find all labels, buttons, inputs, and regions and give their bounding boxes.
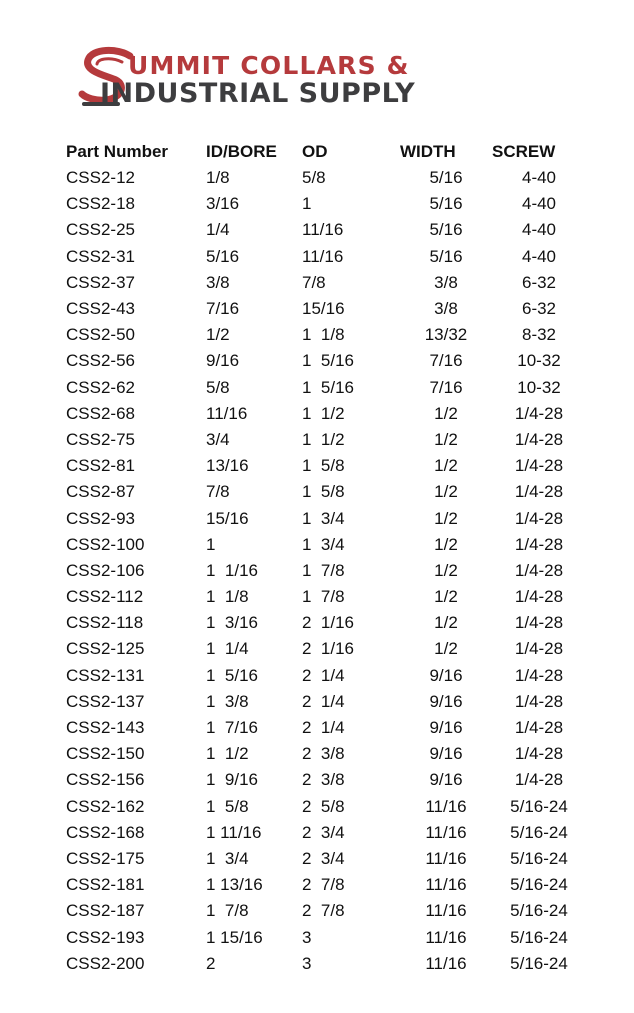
id-bore-cell: 1 3/8 — [206, 691, 249, 711]
part-number-cell: CSS2-150 — [66, 744, 145, 764]
width-cell: 7/16 — [429, 377, 463, 397]
table-row — [66, 375, 586, 401]
id-bore-cell: 1 1/16 — [206, 560, 258, 580]
parts-table — [66, 139, 586, 977]
screw-cell: 1/4-28 — [514, 665, 564, 685]
header-width: WIDTH — [400, 142, 456, 161]
screw-cell: 6-32 — [521, 272, 557, 292]
table-row — [66, 427, 586, 453]
screw-cell: 1/4-28 — [514, 456, 564, 476]
table-row — [66, 794, 586, 820]
part-number-cell: CSS2-75 — [66, 429, 135, 449]
table-row — [66, 584, 586, 610]
id-bore-cell: 1 3/4 — [206, 848, 249, 868]
part-number-cell: CSS2-162 — [66, 796, 145, 816]
width-cell: 9/16 — [429, 665, 463, 685]
width-cell: 11/16 — [425, 875, 467, 895]
width-cell: 9/16 — [429, 770, 463, 790]
part-number-cell: CSS2-56 — [66, 351, 135, 371]
table-row — [66, 558, 586, 584]
screw-cell: 4-40 — [521, 220, 557, 240]
screw-cell: 10-32 — [517, 377, 561, 397]
table-row — [66, 741, 586, 767]
id-bore-cell: 1 1/4 — [206, 639, 249, 659]
id-bore-cell: 1/8 — [206, 168, 230, 188]
od-cell: 11/16 — [302, 220, 344, 240]
id-bore-cell: 1/4 — [206, 220, 230, 240]
table-row — [66, 820, 586, 846]
id-bore-cell: 7/16 — [206, 299, 240, 319]
table-row — [66, 767, 586, 793]
part-number-cell: CSS2-200 — [66, 953, 145, 973]
table-row — [66, 217, 586, 243]
part-number-cell: CSS2-81 — [66, 456, 135, 476]
part-number-cell: CSS2-62 — [66, 377, 135, 397]
part-number-cell: CSS2-31 — [66, 246, 135, 266]
table-row — [66, 322, 586, 348]
part-number-cell: CSS2-137 — [66, 691, 145, 711]
width-cell: 3/8 — [434, 272, 458, 292]
od-cell: 1 — [302, 194, 312, 214]
od-cell: 2 1/4 — [302, 665, 345, 685]
width-cell: 5/16 — [429, 220, 463, 240]
id-bore-cell: 1 15/16 — [206, 927, 263, 947]
part-number-cell: CSS2-12 — [66, 168, 135, 188]
od-cell: 7/8 — [302, 272, 326, 292]
screw-cell: 1/4-28 — [514, 429, 564, 449]
part-number-cell: CSS2-37 — [66, 272, 135, 292]
table-row — [66, 610, 586, 636]
screw-cell: 5/16-24 — [510, 953, 568, 973]
part-number-cell: CSS2-106 — [66, 560, 145, 580]
width-cell: 11/16 — [425, 796, 467, 816]
width-cell: 5/16 — [429, 168, 463, 188]
company-logo — [78, 46, 568, 116]
id-bore-cell: 11/16 — [206, 403, 248, 423]
id-bore-cell: 1 1/8 — [206, 587, 249, 607]
header-od: OD — [302, 142, 328, 161]
part-number-cell: CSS2-18 — [66, 194, 135, 214]
screw-cell: 5/16-24 — [510, 796, 568, 816]
id-bore-cell: 1 11/16 — [206, 822, 262, 842]
id-bore-cell: 1 7/8 — [206, 901, 249, 921]
id-bore-cell: 2 — [206, 953, 216, 973]
screw-cell: 1/4-28 — [514, 587, 564, 607]
table-row — [66, 453, 586, 479]
table-row — [66, 191, 586, 217]
part-number-cell: CSS2-112 — [66, 587, 144, 607]
header-id-bore: ID/BORE — [206, 142, 277, 161]
id-bore-cell: 5/8 — [206, 377, 230, 397]
table-row — [66, 532, 586, 558]
screw-cell: 10-32 — [517, 351, 561, 371]
width-cell: 1/2 — [434, 403, 458, 423]
width-cell: 5/16 — [429, 194, 463, 214]
screw-cell: 1/4-28 — [514, 639, 564, 659]
logo-text-line2: INDUSTRIAL SUPPLY — [100, 78, 416, 109]
id-bore-cell: 1/2 — [206, 325, 230, 345]
table-row — [66, 296, 586, 322]
id-bore-cell: 1 5/16 — [206, 665, 258, 685]
od-cell: 1 7/8 — [302, 587, 345, 607]
part-number-cell: CSS2-25 — [66, 220, 135, 240]
screw-cell: 4-40 — [521, 246, 557, 266]
screw-cell: 1/4-28 — [514, 691, 564, 711]
part-number-cell: CSS2-125 — [66, 639, 145, 659]
screw-cell: 1/4-28 — [514, 508, 564, 528]
id-bore-cell: 9/16 — [206, 351, 240, 371]
width-cell: 9/16 — [429, 691, 463, 711]
table-row — [66, 715, 586, 741]
width-cell: 1/2 — [434, 482, 458, 502]
width-cell: 13/32 — [424, 325, 468, 345]
width-cell: 5/16 — [429, 246, 463, 266]
part-number-cell: CSS2-143 — [66, 718, 145, 738]
width-cell: 11/16 — [425, 848, 467, 868]
od-cell: 2 7/8 — [302, 875, 345, 895]
od-cell: 1 1/2 — [302, 403, 345, 423]
table-row — [66, 898, 586, 924]
id-bore-cell: 1 1/2 — [206, 744, 249, 764]
table-row — [66, 401, 586, 427]
screw-cell: 6-32 — [521, 299, 557, 319]
id-bore-cell: 3/8 — [206, 272, 230, 292]
id-bore-cell: 1 13/16 — [206, 875, 263, 895]
width-cell: 3/8 — [434, 299, 458, 319]
screw-cell: 5/16-24 — [510, 901, 568, 921]
table-row — [66, 165, 586, 191]
width-cell: 1/2 — [434, 456, 458, 476]
table-row — [66, 846, 586, 872]
od-cell: 3 — [302, 927, 312, 947]
table-row — [66, 479, 586, 505]
width-cell: 9/16 — [429, 744, 463, 764]
od-cell: 2 1/16 — [302, 639, 354, 659]
od-cell: 3 — [302, 953, 312, 973]
screw-cell: 5/16-24 — [510, 848, 568, 868]
od-cell: 1 3/4 — [302, 534, 345, 554]
part-number-cell: CSS2-68 — [66, 403, 135, 423]
id-bore-cell: 1 3/16 — [206, 613, 258, 633]
part-number-cell: CSS2-175 — [66, 848, 145, 868]
table-row — [66, 270, 586, 296]
width-cell: 1/2 — [434, 587, 458, 607]
od-cell: 1 1/8 — [302, 325, 345, 345]
table-row — [66, 924, 586, 950]
table-row — [66, 505, 586, 531]
width-cell: 9/16 — [429, 718, 463, 738]
width-cell: 1/2 — [434, 429, 458, 449]
part-number-cell: CSS2-50 — [66, 325, 135, 345]
width-cell: 7/16 — [429, 351, 463, 371]
id-bore-cell: 7/8 — [206, 482, 230, 502]
parts-table-body — [66, 165, 586, 977]
table-row — [66, 244, 586, 270]
part-number-cell: CSS2-193 — [66, 927, 145, 947]
table-row — [66, 689, 586, 715]
screw-cell: 1/4-28 — [514, 482, 564, 502]
od-cell: 2 5/8 — [302, 796, 345, 816]
part-number-cell: CSS2-118 — [66, 613, 144, 633]
part-number-cell: CSS2-43 — [66, 299, 135, 319]
width-cell: 1/2 — [434, 508, 458, 528]
od-cell: 5/8 — [302, 168, 326, 188]
width-cell: 1/2 — [434, 639, 458, 659]
screw-cell: 8-32 — [521, 325, 557, 345]
logo-text-line1: UMMIT COLLARS & — [128, 51, 410, 80]
id-bore-cell: 1 5/8 — [206, 796, 249, 816]
od-cell: 2 3/4 — [302, 848, 345, 868]
od-cell: 15/16 — [302, 299, 345, 319]
table-row — [66, 951, 586, 977]
od-cell: 1 1/2 — [302, 429, 345, 449]
part-number-cell: CSS2-168 — [66, 822, 145, 842]
part-number-cell: CSS2-93 — [66, 508, 135, 528]
screw-cell: 1/4-28 — [514, 770, 564, 790]
part-number-cell: CSS2-131 — [66, 665, 145, 685]
id-bore-cell: 3/4 — [206, 429, 230, 449]
od-cell: 2 3/8 — [302, 770, 345, 790]
od-cell: 1 5/16 — [302, 351, 354, 371]
screw-cell: 1/4-28 — [514, 534, 564, 554]
table-row — [66, 872, 586, 898]
width-cell: 11/16 — [425, 953, 467, 973]
width-cell: 1/2 — [434, 560, 458, 580]
header-screw: SCREW — [492, 142, 556, 161]
table-row — [66, 663, 586, 689]
part-number-cell: CSS2-100 — [66, 534, 145, 554]
id-bore-cell: 1 — [206, 534, 216, 554]
width-cell: 1/2 — [434, 534, 458, 554]
od-cell: 1 5/8 — [302, 456, 345, 476]
screw-cell: 4-40 — [521, 168, 557, 188]
header-part-number: Part Number — [66, 142, 169, 161]
od-cell: 2 3/8 — [302, 744, 345, 764]
screw-cell: 1/4-28 — [514, 403, 564, 423]
table-header-row — [66, 139, 586, 165]
table-row — [66, 348, 586, 374]
screw-cell: 5/16-24 — [510, 927, 568, 947]
screw-cell: 5/16-24 — [510, 875, 568, 895]
id-bore-cell: 3/16 — [206, 194, 240, 214]
od-cell: 2 7/8 — [302, 901, 345, 921]
id-bore-cell: 1 7/16 — [206, 718, 258, 738]
od-cell: 2 1/4 — [302, 718, 345, 738]
table-row — [66, 636, 586, 662]
screw-cell: 1/4-28 — [514, 718, 564, 738]
id-bore-cell: 1 9/16 — [206, 770, 258, 790]
od-cell: 11/16 — [302, 246, 344, 266]
od-cell: 2 3/4 — [302, 822, 345, 842]
screw-cell: 4-40 — [521, 194, 557, 214]
od-cell: 1 7/8 — [302, 560, 345, 580]
id-bore-cell: 15/16 — [206, 508, 249, 528]
width-cell: 1/2 — [434, 613, 458, 633]
od-cell: 1 5/16 — [302, 377, 354, 397]
width-cell: 11/16 — [425, 822, 467, 842]
part-number-cell: CSS2-156 — [66, 770, 145, 790]
id-bore-cell: 5/16 — [206, 246, 240, 266]
od-cell: 2 1/16 — [302, 613, 354, 633]
part-number-cell: CSS2-181 — [66, 875, 145, 895]
id-bore-cell: 13/16 — [206, 456, 249, 476]
screw-cell: 5/16-24 — [510, 822, 568, 842]
width-cell: 11/16 — [425, 927, 467, 947]
screw-cell: 1/4-28 — [514, 744, 564, 764]
od-cell: 2 1/4 — [302, 691, 345, 711]
part-number-cell: CSS2-87 — [66, 482, 135, 502]
width-cell: 11/16 — [425, 901, 467, 921]
od-cell: 1 3/4 — [302, 508, 345, 528]
screw-cell: 1/4-28 — [514, 560, 564, 580]
part-number-cell: CSS2-187 — [66, 901, 145, 921]
screw-cell: 1/4-28 — [514, 613, 564, 633]
od-cell: 1 5/8 — [302, 482, 345, 502]
